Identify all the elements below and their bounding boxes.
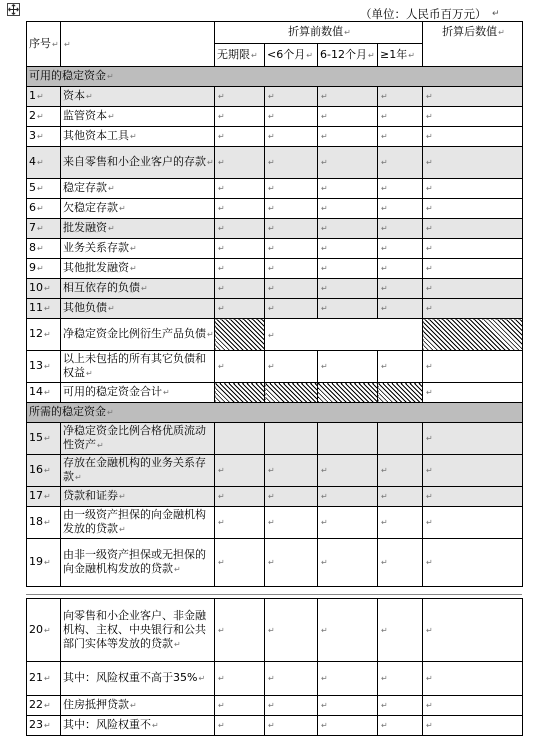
unit-label: （单位：人民币百万元） <box>360 7 487 21</box>
nsfr-table <box>26 21 523 587</box>
move-arrows-icon <box>8 4 19 15</box>
table-row: 6↵ 欠稳定存款↵ ↵ ↵ ↵ ↵ ↵ <box>27 199 523 219</box>
table-move-handle[interactable] <box>7 3 20 16</box>
header-item: ↵ <box>61 22 215 67</box>
table-row: 20↵ 向零售和小企业客户、非金融机构、主权、中央银行和公共部门实体等发放的贷款↵ ↵ ↵ ↵ ↵ ↵ <box>27 599 523 662</box>
hatched-cell <box>378 423 423 455</box>
header-6-12: 6-12个月↵ <box>318 44 378 67</box>
hatched-cell <box>265 383 318 403</box>
table-row: 21↵ 其中：风险权重不高于35%↵ ↵ ↵ ↵ ↵ ↵ <box>27 662 523 696</box>
hatched-cell <box>215 383 265 403</box>
table-row: 5↵ 稳定存款↵ ↵ ↵ ↵ ↵ ↵ <box>27 179 523 199</box>
header-post: 折算后数值↵ <box>423 22 523 67</box>
hatched-cell <box>265 423 318 455</box>
header-lt6: <6个月↵ <box>265 44 318 67</box>
table-row: 7↵ 批发融资↵ ↵ ↵ ↵ ↵ ↵ <box>27 219 523 239</box>
paragraph-mark: ↵ <box>492 9 500 19</box>
table-row: 16↵ 存放在金融机构的业务关系存款↵ ↵ ↵ ↵ ↵ ↵ <box>27 455 523 487</box>
table-row: 12↵ 净稳定资金比例衍生产品负债↵ ↵ <box>27 319 523 351</box>
section-required: 所需的稳定资金↵ <box>27 403 523 423</box>
hatched-cell <box>318 423 378 455</box>
table-row: 15↵ 净稳定资金比例合格优质流动性资产↵ ↵ <box>27 423 523 455</box>
table-row: 23↵ 其中：风险权重不↵ ↵ ↵ ↵ ↵ ↵ <box>27 716 523 736</box>
hatched-cell <box>423 319 523 351</box>
header-ge1y: ≥1年↵ <box>378 44 423 67</box>
table-row: 18↵ 由一级资产担保的向金融机构发放的贷款↵ ↵ ↵ ↵ ↵ ↵ <box>27 507 523 539</box>
table-row: 10↵ 相互依存的负债↵ ↵ ↵ ↵ ↵ ↵ <box>27 279 523 299</box>
hatched-cell <box>215 423 265 455</box>
table-row: 17↵ 贷款和证券↵ ↵ ↵ ↵ ↵ ↵ <box>27 487 523 507</box>
header-pre: 折算前数值↵ <box>215 22 423 44</box>
table-row: 13↵ 以上未包括的所有其它负债和权益↵ ↵ ↵ ↵ ↵ ↵ <box>27 351 523 383</box>
table-row: 9↵ 其他批发融资↵ ↵ ↵ ↵ ↵ ↵ <box>27 259 523 279</box>
table-row: 19↵ 由非一级资产担保或无担保的向金融机构发放的贷款↵ ↵ ↵ ↵ ↵ ↵ <box>27 539 523 587</box>
hatched-cell <box>215 319 265 351</box>
hatched-cell <box>318 383 378 403</box>
table-row: 3↵ 其他资本工具↵ ↵ ↵ ↵ ↵ ↵ <box>27 127 523 147</box>
table-row: 22↵ 住房抵押贷款↵ ↵ ↵ ↵ ↵ ↵ <box>27 696 523 716</box>
nsfr-table-continued <box>26 598 523 736</box>
table-row: 1↵ 资本↵ ↵ ↵ ↵ ↵ ↵ <box>27 87 523 107</box>
table-row: 14↵ 可用的稳定资金合计↵ ↵ <box>27 383 523 403</box>
hatched-cell <box>378 383 423 403</box>
page-break <box>26 594 522 595</box>
header-seq: 序号↵ <box>27 22 61 67</box>
table-row: 2↵ 监管资本↵ ↵ ↵ ↵ ↵ ↵ <box>27 107 523 127</box>
section-available: 可用的稳定资金↵ <box>27 67 523 87</box>
table-row: 8↵ 业务关系存款↵ ↵ ↵ ↵ ↵ ↵ <box>27 239 523 259</box>
header-no-term: 无期限↵ <box>215 44 265 67</box>
table-row: 4↵ 来自零售和小企业客户的存款↵ ↵ ↵ ↵ ↵ ↵ <box>27 147 523 179</box>
table-row: 11↵ 其他负债↵ ↵ ↵ ↵ ↵ ↵ <box>27 299 523 319</box>
